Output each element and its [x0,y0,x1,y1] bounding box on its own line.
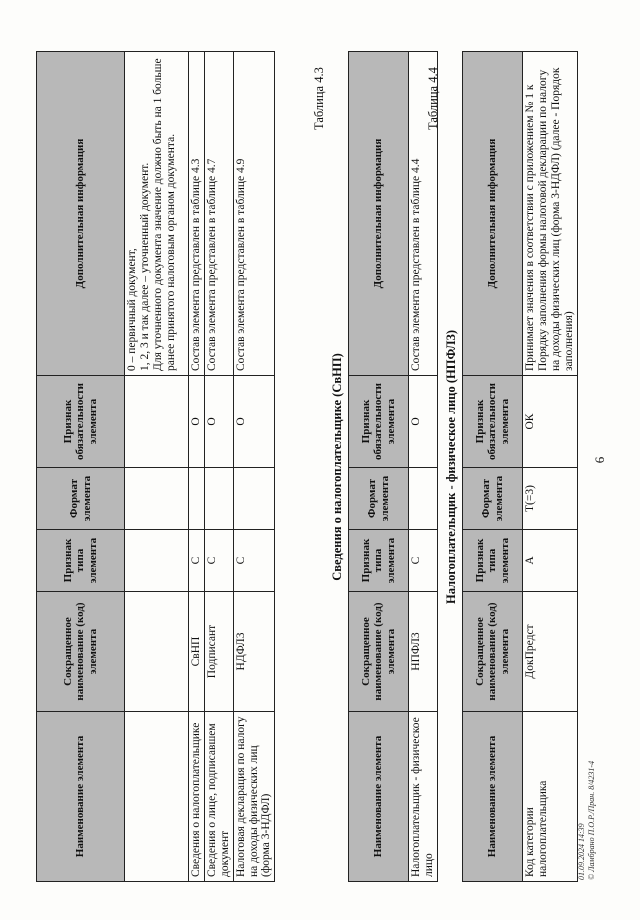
cell-name: Налогоплательщик - физическое лицо [409,712,438,882]
column-header-required: Признак обязательности элемента [463,376,523,468]
table-label: Таблица 4.4 [426,67,440,130]
column-header-name: Наименование элемента [463,712,523,882]
cell-type: С [409,530,438,592]
column-header-required: Признак обязательности элемента [37,376,125,468]
table-title: Налогоплательщик - физическое лицо (НПФЛ3) [444,329,458,605]
column-header-type: Признак типа элемента [349,530,409,592]
individual-taxpayer-table [462,51,578,882]
footer-line: 01.09.2024 14:39 [577,823,586,880]
cell-code: Подписант [204,592,233,712]
cell-info: Состав элемента представлен в таблице 4.9 [233,52,275,376]
cell-name [125,712,189,882]
cell-code [125,592,189,712]
cell-required: О [189,376,205,468]
table-row [409,52,438,882]
column-header-info: Дополнительная информация [37,52,125,376]
cell-required: О [204,376,233,468]
table-row [523,52,578,882]
cell-format [125,468,189,530]
column-header-name: Наименование элемента [349,712,409,882]
cell-format [189,468,205,530]
cell-name: Сведения о лице, подписавшем документ [204,712,233,882]
cell-type: С [189,530,205,592]
column-header-format: Формат элемента [349,468,409,530]
table-row [233,52,275,882]
cell-info: Состав элемента представлен в таблице 4.7 [204,52,233,376]
column-header-format: Формат элемента [37,468,125,530]
cell-format [233,468,275,530]
column-header-name: Наименование элемента [37,712,125,882]
cell-name: Сведения о налогоплательщике [189,712,205,882]
cell-info: 0 – первичный документ, 1, 2, 3 и так далее – уточненный документ. Для уточненного документа значение должно быть на 1 больше ранее принятого налоговым органом документа. [125,52,189,376]
column-header-info: Дополнительная информация [349,52,409,376]
table-header-row [37,52,125,882]
table-title: Сведения о налогоплательщике (СвНП) [330,353,344,581]
cell-code: ДокПредст [523,592,578,712]
cell-format [409,468,438,530]
elements-table-continuation [36,51,275,882]
footer-line: © Ламбрано П.О.Р./Пран. 8/4231-4 [587,760,597,880]
cell-name: Код категории налогоплательщика [523,712,578,882]
cell-type: С [204,530,233,592]
column-header-code: Сокращенное наименование (код) элемента [463,592,523,712]
column-header-info: Дополнительная информация [463,52,523,376]
table-label: Таблица 4.3 [312,67,326,130]
column-header-type: Признак типа элемента [463,530,523,592]
cell-info: Состав элемента представлен в таблице 4.4 [409,52,438,376]
cell-required: ОК [523,376,578,468]
cell-required: О [409,376,438,468]
cell-required: О [233,376,275,468]
cell-format: T(=3) [523,468,578,530]
page-number: 6 [592,456,607,464]
table-header-row [463,52,523,882]
cell-type: С [233,530,275,592]
cell-info: Принимает значения в соответствии с приложением № 1 к Порядку заполнения формы налоговой декларации по налогу на доходы физических лиц (форма 3-НДФЛ) (далее - Порядок заполнения) [523,52,578,376]
cell-name: Налоговая декларация по налогу на доходы физических лиц (форма 3-НДФЛ) [233,712,275,882]
footer-stamp [577,761,598,880]
taxpayer-info-table [348,51,438,882]
column-header-format: Формат элемента [463,468,523,530]
cell-type: А [523,530,578,592]
rotated-document-page [12,10,622,910]
table-row [189,52,205,882]
cell-code: НПФЛ3 [409,592,438,712]
cell-required [125,376,189,468]
column-header-type: Признак типа элемента [37,530,125,592]
table-row [125,52,189,882]
column-header-code: Сокращенное наименование (код) элемента [37,592,125,712]
cell-code: НДФЛ3 [233,592,275,712]
table-header-row [349,52,409,882]
table-row [204,52,233,882]
column-header-required: Признак обязательности элемента [349,376,409,468]
cell-type [125,530,189,592]
cell-code: СвНП [189,592,205,712]
cell-info: Состав элемента представлен в таблице 4.3 [189,52,205,376]
column-header-code: Сокращенное наименование (код) элемента [349,592,409,712]
cell-format [204,468,233,530]
